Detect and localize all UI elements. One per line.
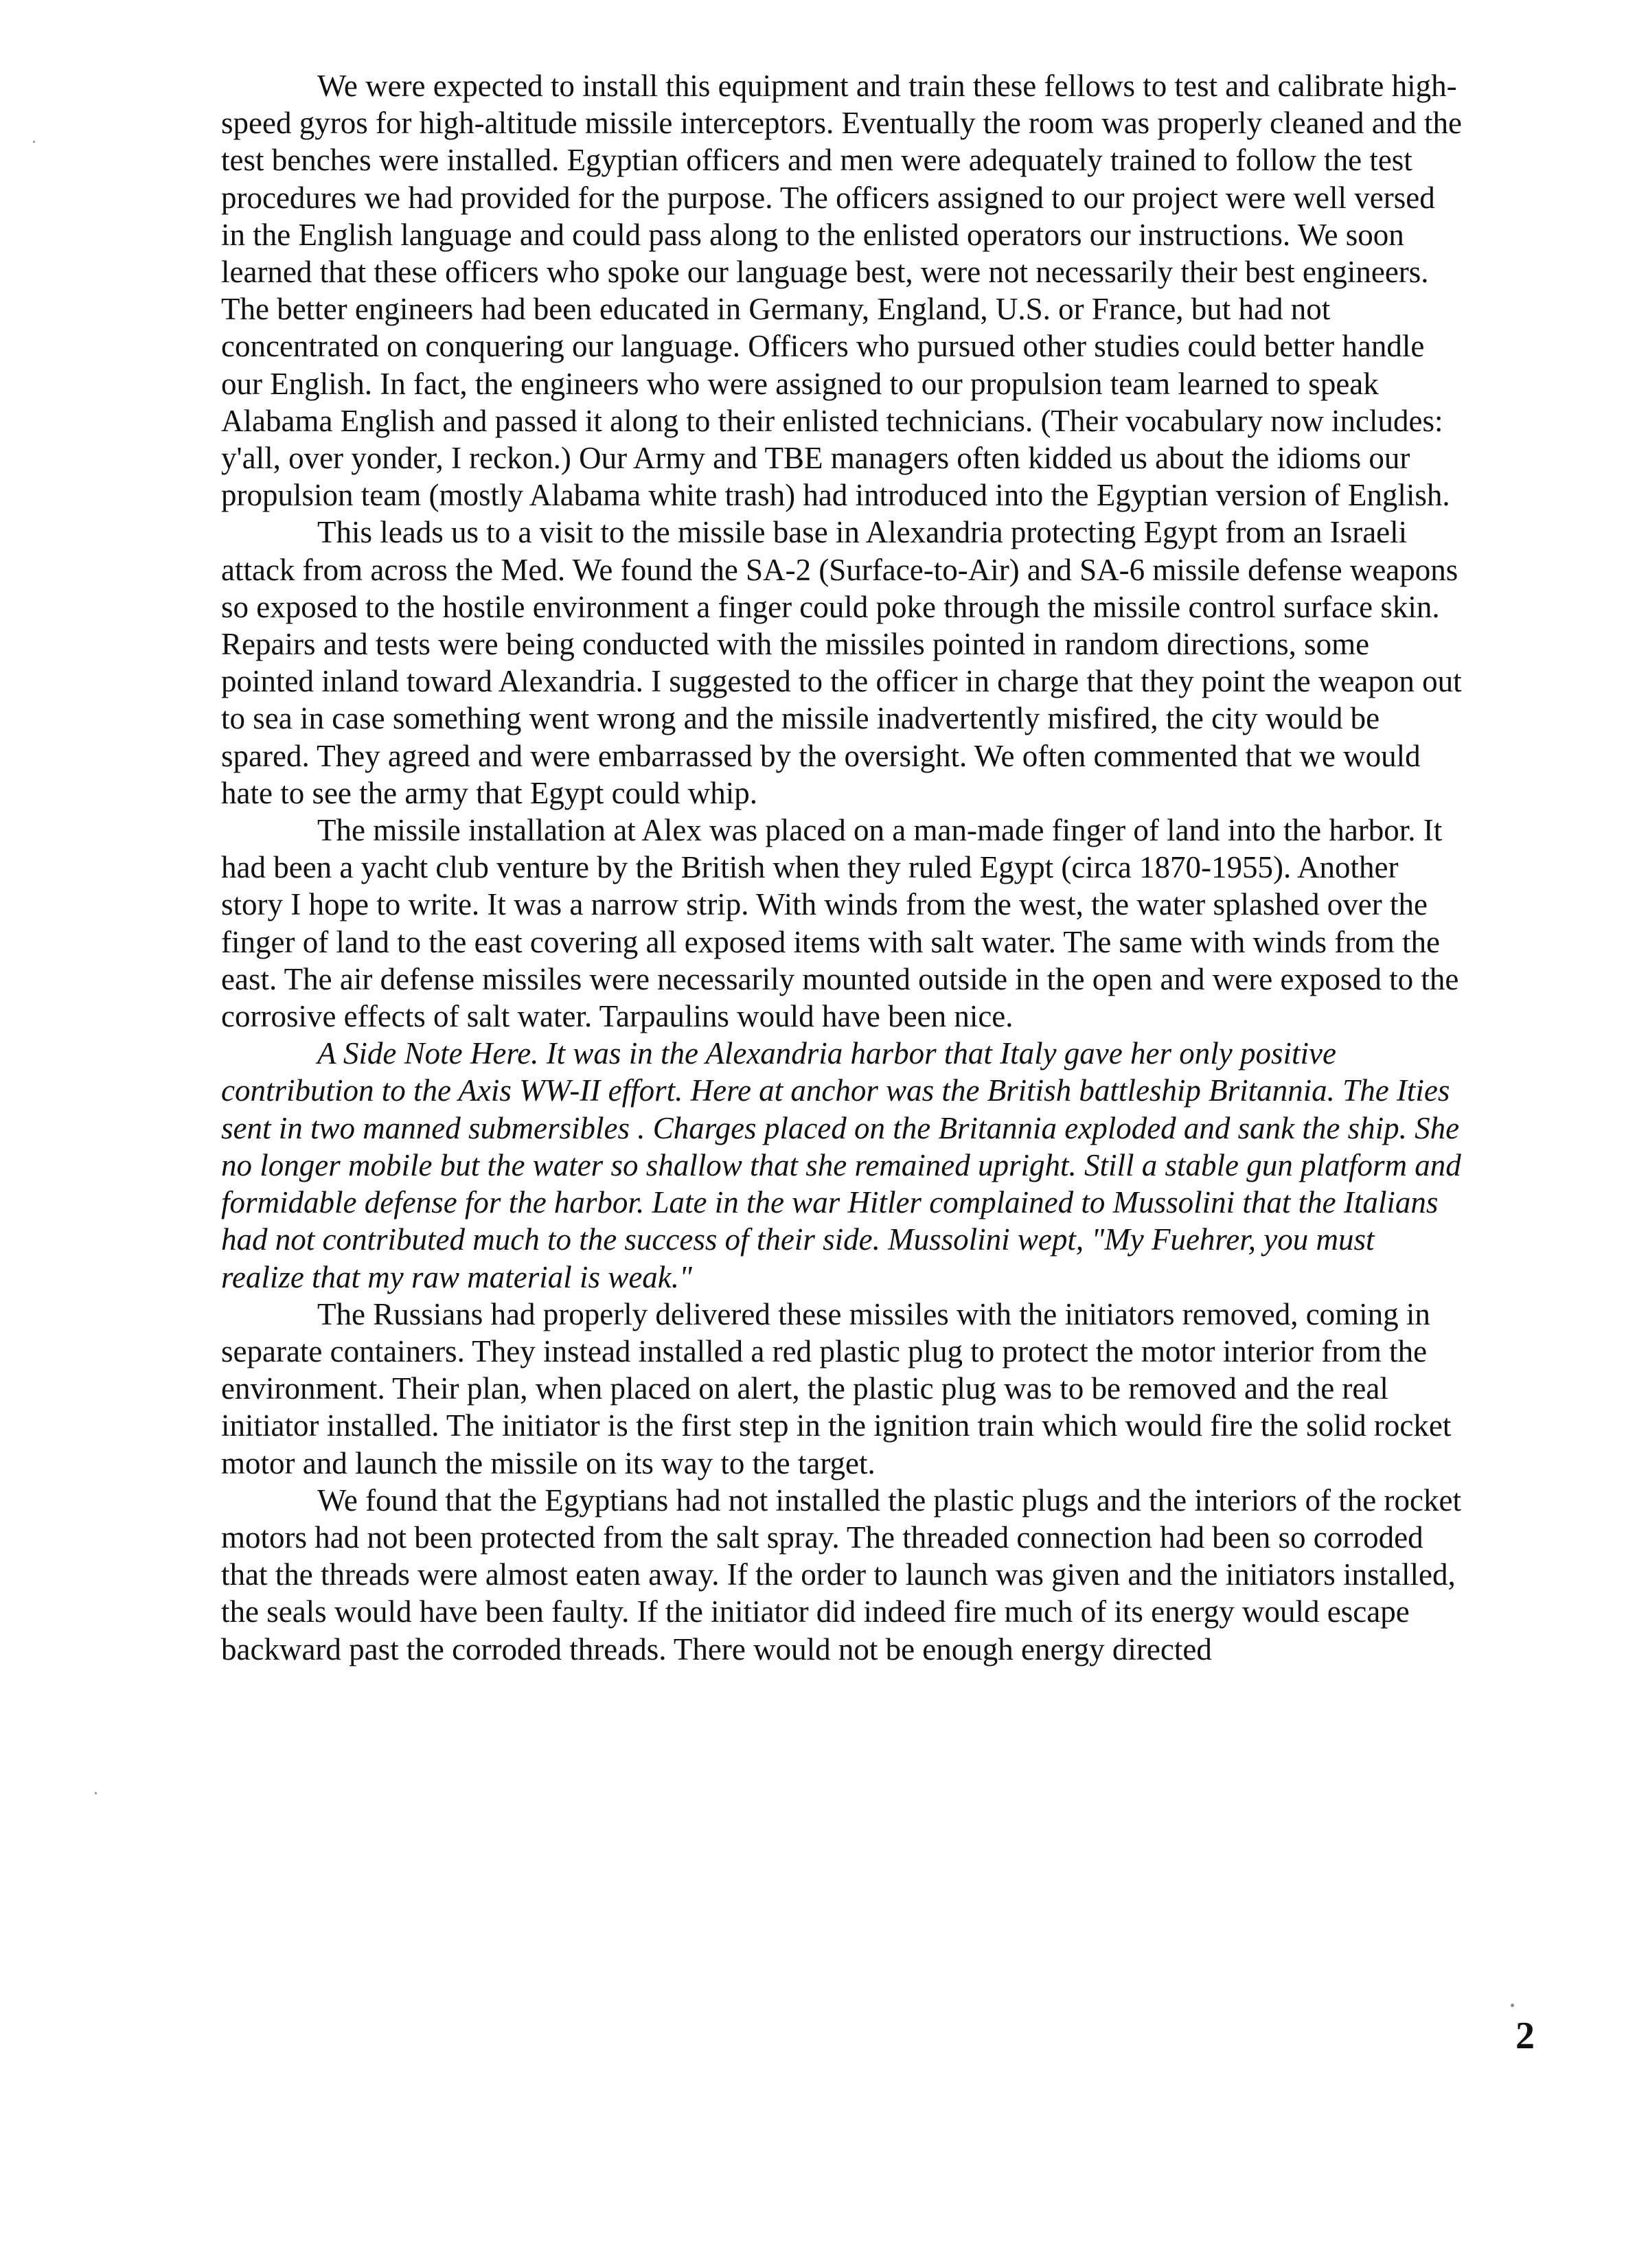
body-text xyxy=(221,67,1464,1668)
paragraph-alexandria-visit: This leads us to a visit to the missile base in Alexandria protecting Egypt from an Israeli attack from across the Med. We found the SA-2 (Surface-to-Air) and SA-6 missile defense weapons so exposed to the hostile environment a finger could poke through the missile control surface skin. Repairs and tests were being conducted with the missiles pointed in random directions, some pointed inland toward Alexandria. I suggested to the officer in charge that they point the weapon out to sea in case something went wrong and the missile inadvertently misfired, the city would be spared. They agreed and were embarrassed by the oversight. We often commented that we would hate to see the army that Egypt could whip. xyxy=(221,515,1462,810)
paragraph-equipment-training: We were expected to install this equipment and train these fellows to test and calibrate high-speed gyros for high-altitude missile interceptors. Eventually the room was properly cleaned and the test benches were installed. Egyptian officers and men were adequately trained to follow the test procedures we had provided for the purpose. The officers assigned to our project were well versed in the English language and could pass along to the enlisted operators our instructions. We soon learned that these officers who spoke our language best, were not necessarily their best engineers. The better engineers had been educated in Germany, England, U.S. or France, but had not concentrated on conquering our language. Officers who pursued other studies could better handle our English. In fact, the engineers who were assigned to our propulsion team learned to speak Alabama English and passed it along to their enlisted technicians. (Their vocabulary now includes: y'all, over yonder, I reckon.) Our Army and TBE managers often kidded us about the idioms our propulsion team (mostly Alabama white trash) had introduced into the Egyptian version of English. xyxy=(221,69,1462,513)
paragraph-side-note: A Side Note Here. It was in the Alexandria harbor that Italy gave her only positive contribution to the Axis WW-II effort. Here at anchor was the British battleship Britannia. The Ities sent in two manned submersibles . Charges placed on the Britannia exploded and sank the ship. She no longer mobile but the water so shallow that she remained upright. Still a stable gun platform and formidable defense for the harbor. Late in the war Hitler complained to Mussolini that the Italians had not contributed much to the success of their side. Mussolini wept, "My Fuehrer, you must realize that my raw material is weak." xyxy=(221,1036,1461,1294)
paragraph-missile-installation: The missile installation at Alex was placed on a man-made finger of land into the harbor. It had been a yacht club venture by the British when they ruled Egypt (circa 1870-1955). Another story I hope to write. It was a narrow strip. With winds from the west, the water splashed over the finger of land to the east covering all exposed items with salt water. The same with winds from the east. The air defense missiles were necessarily mounted outside in the open and were exposed to the corrosive effects of salt water. Tarpaulins would have been nice. xyxy=(221,813,1459,1034)
paragraph-russian-delivery: The Russians had properly delivered these missiles with the initiators removed, coming in separate containers. They instead installed a red plastic plug to protect the motor interior from the environment. Their plan, when placed on alert, the plastic plug was to be removed and the real initiator installed. The initiator is the first step in the ignition train which would fire the solid rocket motor and launch the missile on its way to the target. xyxy=(221,1296,1452,1480)
page-speck xyxy=(95,1792,97,1794)
paragraph-corroded-threads: We found that the Egyptians had not installed the plastic plugs and the interiors of the rocket motors had not been protected from the salt spray. The threaded connection had been so corroded that the threads were almost eaten away. If the order to launch was given and the initiators installed, the seals would have been faulty. If the initiator did indeed fire much of its energy would escape backward past the corroded threads. There would not be enough energy directed xyxy=(221,1482,1461,1666)
page-speck xyxy=(1511,2004,1514,2007)
page-number: 2 xyxy=(1515,2015,1535,2057)
page-speck xyxy=(33,141,35,143)
